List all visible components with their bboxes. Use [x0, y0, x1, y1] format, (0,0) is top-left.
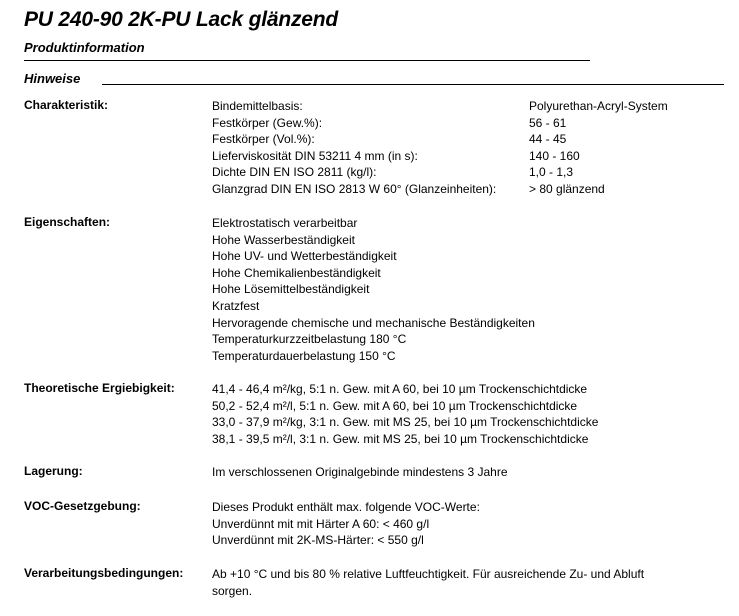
characteristic-row	[212, 131, 668, 148]
characteristic-value: 44 - 45	[529, 132, 567, 147]
characteristic-key: Dichte DIN EN ISO 2811 (kg/l):	[212, 165, 377, 180]
characteristic-row	[212, 115, 668, 132]
yield-line: 50,2 - 52,4 m²/l, 5:1 n. Gew. mit A 60, bei 10 µm Trockenschichtdicke	[212, 398, 578, 413]
voc-line: Unverdünnt mit 2K-MS-Härter: < 550 g/l	[212, 533, 424, 548]
property-line: Kratzfest	[212, 298, 260, 313]
storage-line: Im verschlossenen Originalgebinde mindestens 3 Jahre	[212, 465, 508, 479]
characteristic-key: Bindemittelbasis:	[212, 99, 303, 113]
characteristic-value: 140 - 160	[529, 148, 580, 163]
property-line: Temperaturdauerbelastung 150 °C	[212, 348, 396, 363]
property-line: Hohe UV- und Wetterbeständigkeit	[212, 249, 397, 264]
characteristic-value: Polyurethan-Acryl-System	[529, 99, 668, 113]
header-divider	[24, 60, 590, 61]
characteristic-value: 56 - 61	[529, 115, 567, 130]
voc-line: Dieses Produkt enthält max. folgende VOC-Werte:	[212, 500, 480, 514]
characteristic-key: Lieferviskosität DIN 53211 4 mm (in s):	[212, 148, 418, 163]
characteristic-row	[212, 181, 668, 198]
property-line: Hervoragende chemische und mechanische Beständigkeiten	[212, 315, 535, 330]
document-title: PU 240-90 2K-PU Lack glänzend	[24, 8, 338, 31]
characteristic-row	[212, 148, 668, 165]
verarbeitung-label: Verarbeitungsbedingungen:	[24, 566, 184, 580]
property-line: Hohe Wasserbeständigkeit	[212, 232, 355, 247]
yield-line: 38,1 - 39,5 m²/l, 3:1 n. Gew. mit MS 25, bei 10 µm Trockenschichtdicke	[212, 431, 589, 446]
yield-line: 33,0 - 37,9 m²/kg, 3:1 n. Gew. mit MS 25, bei 10 µm Trockenschichtdicke	[212, 415, 599, 430]
characteristic-row	[212, 98, 668, 115]
characteristic-row	[212, 164, 668, 181]
property-line: Elektrostatisch verarbeitbar	[212, 216, 358, 230]
eigenschaften-label: Eigenschaften:	[24, 215, 111, 229]
voc-label: VOC-Gesetzgebung:	[24, 499, 141, 513]
voc-line: Unverdünnt mit mit Härter A 60: < 460 g/l	[212, 516, 430, 531]
property-line: Hohe Chemikalienbeständigkeit	[212, 265, 381, 280]
characteristic-key: Festkörper (Vol.%):	[212, 132, 315, 147]
voc-block	[212, 499, 480, 549]
property-line: Temperaturkurzzeitbelastung 180 °C	[212, 332, 407, 347]
lagerung-block	[212, 464, 508, 481]
charakteristik-block	[212, 98, 668, 198]
charakteristik-label: Charakteristik:	[24, 98, 109, 112]
yield-line: 41,4 - 46,4 m²/kg, 5:1 n. Gew. mit A 60, bei 10 µm Trockenschichtdicke	[212, 382, 588, 396]
characteristic-key: Glanzgrad DIN EN ISO 2813 W 60° (Glanzeinheiten):	[212, 181, 497, 196]
lagerung-label: Lagerung:	[24, 464, 83, 478]
verarbeitung-block	[212, 566, 644, 599]
processing-line: Ab +10 °C und bis 80 % relative Luftfeuchtigkeit. Für ausreichende Zu- und Abluft	[212, 567, 645, 581]
characteristic-value: > 80 glänzend	[529, 181, 605, 196]
section-title: Hinweise	[24, 71, 81, 86]
section-divider	[102, 84, 724, 85]
property-line: Hohe Lösemittelbeständigkeit	[212, 282, 370, 297]
ergiebigkeit-block	[212, 381, 598, 447]
ergiebigkeit-label: Theoretische Ergiebigkeit:	[24, 381, 175, 395]
processing-line: sorgen.	[212, 583, 253, 598]
document-subtitle: Produktinformation	[24, 40, 145, 55]
characteristic-key: Festkörper (Gew.%):	[212, 115, 323, 130]
eigenschaften-block	[212, 215, 535, 364]
characteristic-value: 1,0 - 1,3	[529, 165, 574, 180]
